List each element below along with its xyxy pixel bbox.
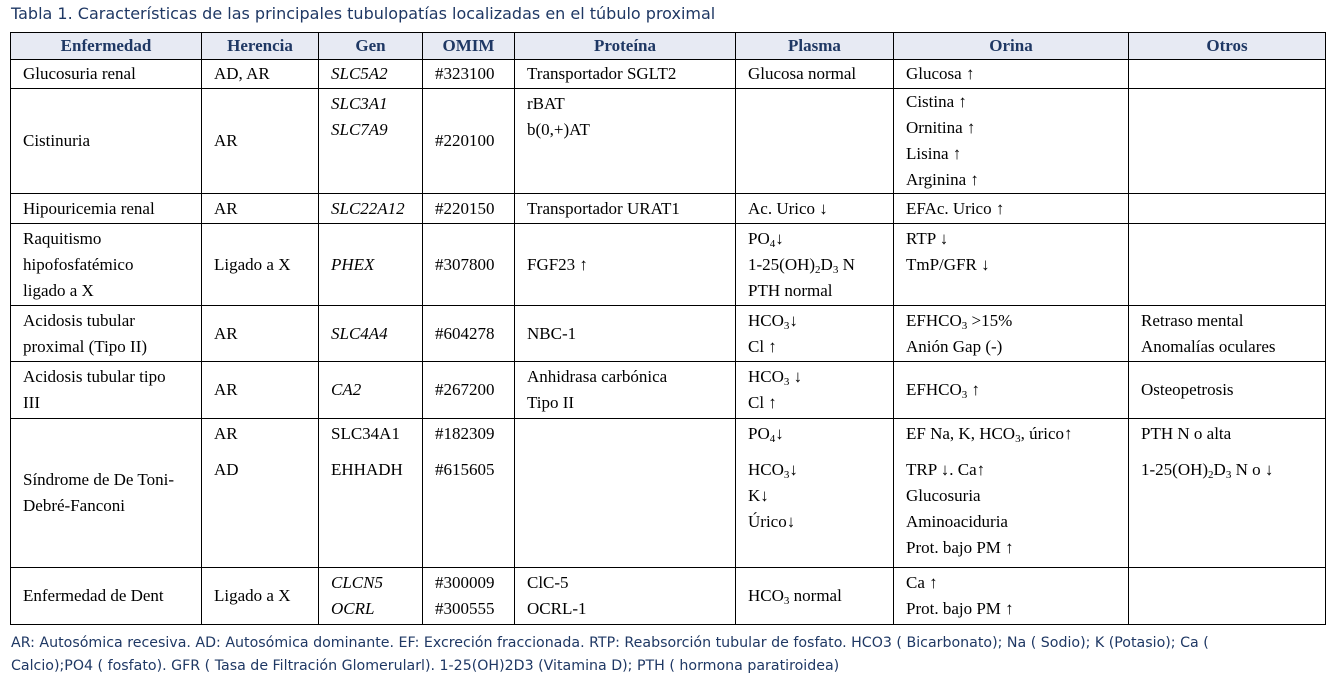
gene-line: SLC7A9 <box>331 120 388 139</box>
cell-omim: #323100 <box>423 60 515 89</box>
plasma-line: Cl ↑ <box>748 393 777 412</box>
cell-disease: Hipouricemia renal <box>11 194 202 224</box>
tubulopathies-table <box>10 32 1326 625</box>
cell-omim: #307800 <box>423 224 515 306</box>
cell-disease <box>11 419 202 568</box>
cell-urine <box>894 224 1129 306</box>
plasma-line: Cl ↑ <box>748 336 777 356</box>
table-row-hipouricemia <box>11 194 1326 224</box>
omim-line: #300009 <box>435 573 495 592</box>
urine-line: Prot. bajo PM ↑ <box>906 599 1014 618</box>
cell-omim: #220100 <box>423 89 515 194</box>
urine-line: Arginina ↑ <box>906 170 979 189</box>
cell-plasma <box>736 419 894 568</box>
omim-line: #182309 <box>435 424 495 443</box>
cell-others <box>1129 419 1326 568</box>
cell-inheritance: Ligado a X <box>202 568 319 625</box>
cell-plasma: Ac. Urico ↓ <box>736 194 894 224</box>
cell-protein: Transportador URAT1 <box>515 194 736 224</box>
cell-disease: Enfermedad de Dent <box>11 568 202 625</box>
cell-plasma <box>736 89 894 194</box>
caption-prefix: Tabla 1 <box>11 4 68 23</box>
table-row-cistinuria <box>11 89 1326 194</box>
header-gen: Gen <box>319 33 423 60</box>
table-caption <box>11 4 715 23</box>
cell-gene: SLC4A4 <box>319 306 423 362</box>
gene-line: CLCN5 <box>331 573 383 592</box>
cell-others <box>1129 89 1326 194</box>
disease-line: Acidosis tubular <box>23 310 135 330</box>
cell-disease <box>11 362 202 419</box>
urine-line: $EFHCO_3 >15\%$ <box>906 310 1013 332</box>
urine-line: Anión Gap (-) <box>906 336 1003 356</box>
urine-line: TRP ↓. Ca↑ <box>906 460 986 479</box>
protein-line: Anhidrasa carbónica <box>527 367 668 386</box>
header-otros: Otros <box>1129 33 1326 60</box>
disease-line: proximal (Tipo II) <box>23 336 148 356</box>
cell-plasma <box>736 362 894 419</box>
cell-gene <box>319 89 423 194</box>
cell-inheritance <box>202 419 319 568</box>
cell-others <box>1129 568 1326 625</box>
header-omim: OMIM <box>423 33 515 60</box>
plasma-line: Úrico↓ <box>748 512 796 531</box>
plasma-line: $HCO_3$ ↓ <box>748 367 803 388</box>
cell-plasma: Glucosa normal <box>736 60 894 89</box>
cell-protein <box>515 362 736 419</box>
cell-gene <box>319 419 423 568</box>
urine-line: Cistina ↑ <box>906 92 967 111</box>
cell-omim: #267200 <box>423 362 515 419</box>
table-footnote <box>11 632 1331 678</box>
cell-others <box>1129 306 1326 362</box>
cell-inheritance: Ligado a X <box>202 224 319 306</box>
footnote-line-1: AR: Autosómica recesiva. AD: Autosómica dominante. EF: Excreción fraccionada. RTP: Reabsorción tubular de fosfato. HCO3 ( Bicarbonato); Na ( Sodio); K (Potasio); Ca ( <box>11 635 1209 651</box>
cell-inheritance: AR <box>202 306 319 362</box>
header-proteina: Proteína <box>515 33 736 60</box>
cell-urine: $EFHCO_3$ ↑ <box>894 362 1129 419</box>
others-line: PTH N o alta <box>1141 424 1232 443</box>
others-line: Retraso mental <box>1141 310 1244 330</box>
cell-urine <box>894 306 1129 362</box>
inheritance-line: AR <box>214 424 238 443</box>
cell-disease <box>11 224 202 306</box>
disease-line: Debré-Fanconi <box>23 496 125 515</box>
urine-line: Lisina ↑ <box>906 144 962 163</box>
table-row-dent <box>11 568 1326 625</box>
others-line: $1-25(OH)_2D_3$ N o ↓ <box>1141 460 1274 481</box>
caption-text: . Características de las principales tubulopatías localizadas en el túbulo proximal <box>67 4 716 23</box>
cell-inheritance: AR <box>202 362 319 419</box>
cell-protein <box>515 419 736 568</box>
header-enfermedad: Enfermedad <box>11 33 202 60</box>
gene-line: SLC3A1 <box>331 94 388 113</box>
cell-inheritance: AD, AR <box>202 60 319 89</box>
disease-line: III <box>23 393 40 412</box>
gene-line: OCRL <box>331 599 375 618</box>
urine-line: Prot. bajo PM ↑ <box>906 538 1014 557</box>
cell-gene <box>319 568 423 625</box>
cell-urine: Glucosa ↑ <box>894 60 1129 89</box>
gene-line: EHHADH <box>331 460 403 479</box>
cell-protein <box>515 89 736 194</box>
cell-gene: CA2 <box>319 362 423 419</box>
disease-line: Síndrome de De Toni- <box>23 470 174 489</box>
cell-urine <box>894 89 1129 194</box>
cell-disease: Cistinuria <box>11 89 202 194</box>
protein-line: OCRL-1 <box>527 599 587 618</box>
cell-others <box>1129 60 1326 89</box>
header-orina: Orina <box>894 33 1129 60</box>
protein-line: Tipo II <box>527 393 575 412</box>
omim-line: #615605 <box>435 460 495 479</box>
plasma-line: $HCO_3↓$ <box>748 460 798 481</box>
urine-line: RTP ↓ <box>906 229 949 248</box>
table-row-raquitismo <box>11 224 1326 306</box>
urine-line: Glucosuria <box>906 486 981 505</box>
header-herencia: Herencia <box>202 33 319 60</box>
cell-protein <box>515 568 736 625</box>
table-row-acidosis-ii <box>11 306 1326 362</box>
cell-omim <box>423 568 515 625</box>
header-row <box>11 33 1326 60</box>
table-row-glucosuria <box>11 60 1326 89</box>
plasma-line: $1-25(OH)_2D_3$ N <box>748 254 855 276</box>
footnote-line-2: Calcio);PO4 ( fosfato). GFR ( Tasa de Filtración Glomerularl). 1-25(OH)2D3 (Vitamina D); PTH ( hormona paratiroidea) <box>11 658 840 674</box>
urine-line: Aminoaciduria <box>906 512 1008 531</box>
cell-omim <box>423 419 515 568</box>
cell-plasma <box>736 306 894 362</box>
disease-line: ligado a X <box>23 280 94 300</box>
plasma-line: $PO_4↓$ <box>748 228 784 250</box>
cell-others <box>1129 224 1326 306</box>
cell-urine <box>894 419 1129 568</box>
cell-urine: EFAc. Urico ↑ <box>894 194 1129 224</box>
plasma-line: K↓ <box>748 486 769 505</box>
urine-line: Ornitina ↑ <box>906 118 976 137</box>
plasma-line: $PO_4↓$ <box>748 424 784 445</box>
cell-protein: NBC-1 <box>515 306 736 362</box>
protein-line: ClC-5 <box>527 573 569 592</box>
cell-plasma: $HCO_3$ normal <box>736 568 894 625</box>
cell-protein: FGF23 ↑ <box>515 224 736 306</box>
cell-gene: SLC22A12 <box>319 194 423 224</box>
cell-others: Osteopetrosis <box>1129 362 1326 419</box>
cell-urine <box>894 568 1129 625</box>
cell-gene: PHEX <box>319 224 423 306</box>
cell-disease: Glucosuria renal <box>11 60 202 89</box>
plasma-line: $HCO_3↓$ <box>748 310 798 332</box>
urine-line: EF Na, K, $HCO_3$, úrico↑ <box>906 424 1073 445</box>
cell-protein: Transportador SGLT2 <box>515 60 736 89</box>
cell-omim: #604278 <box>423 306 515 362</box>
urine-line: TmP/GFR ↓ <box>906 255 990 274</box>
cell-inheritance: AR <box>202 89 319 194</box>
cell-inheritance: AR <box>202 194 319 224</box>
urine-line: Ca ↑ <box>906 573 938 592</box>
header-plasma: Plasma <box>736 33 894 60</box>
protein-line: rBAT <box>527 94 565 113</box>
protein-line: b(0,+)AT <box>527 120 590 139</box>
disease-line: Acidosis tubular tipo <box>23 367 166 386</box>
inheritance-line: AD <box>214 460 239 479</box>
plasma-line: PTH normal <box>748 280 833 300</box>
cell-others <box>1129 194 1326 224</box>
cell-omim: #220150 <box>423 194 515 224</box>
others-line: Anomalías oculares <box>1141 336 1276 356</box>
table-row-acidosis-iii <box>11 362 1326 419</box>
cell-plasma <box>736 224 894 306</box>
omim-line: #300555 <box>435 599 495 618</box>
cell-disease <box>11 306 202 362</box>
cell-gene: SLC5A2 <box>319 60 423 89</box>
table-row-fanconi <box>11 419 1326 568</box>
disease-line: Raquitismo <box>23 228 102 248</box>
gene-line: SLC34A1 <box>331 424 400 443</box>
disease-line: hipofosfatémico <box>23 254 134 274</box>
